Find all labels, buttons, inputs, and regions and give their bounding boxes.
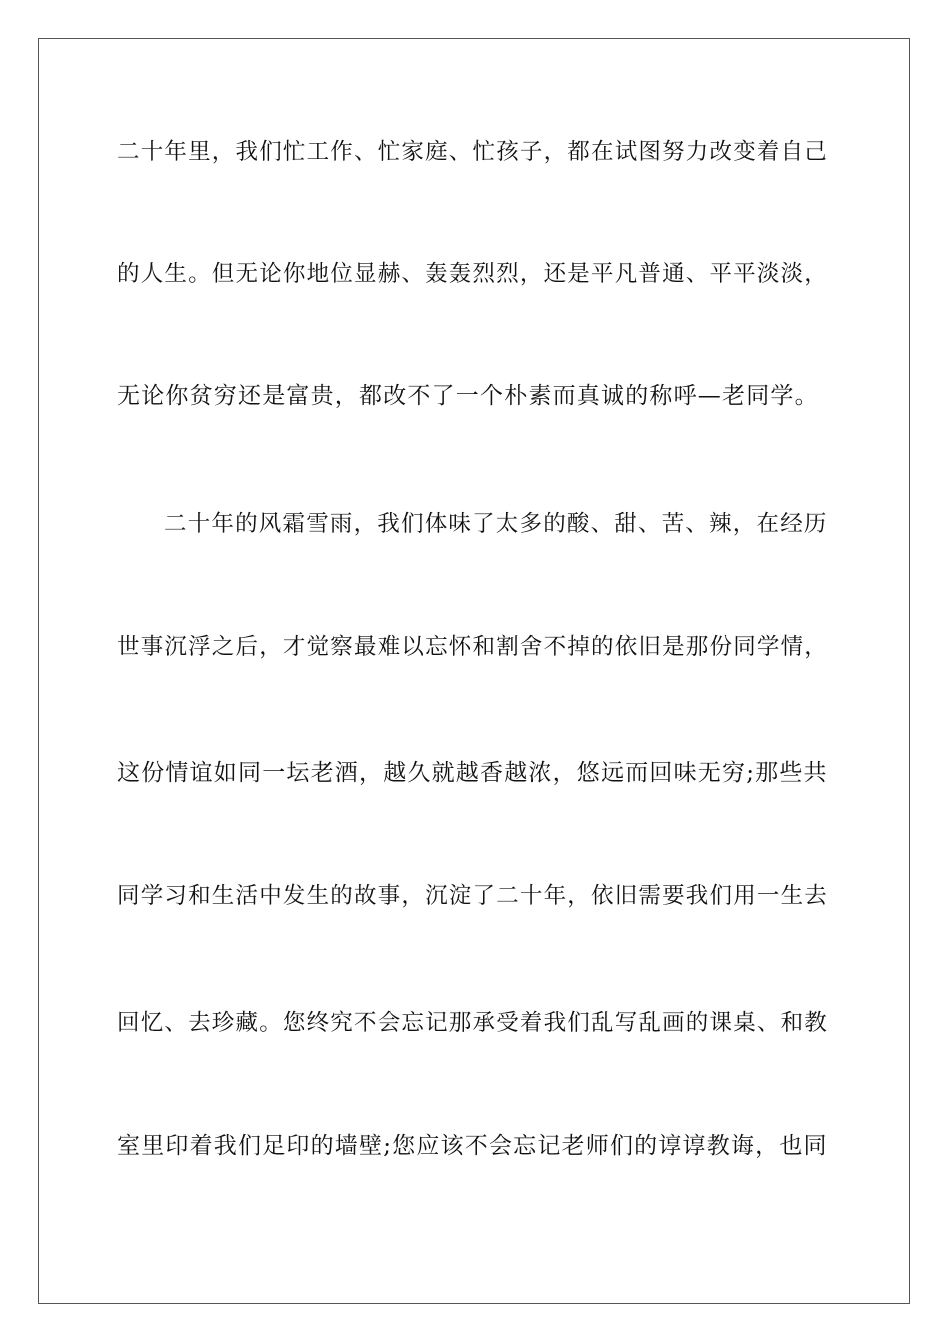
text-line: 的人生。但无论你地位显赫、轰轰烈烈，还是平凡普通、平平淡淡，	[117, 261, 829, 287]
text-line: 回忆、去珍藏。您终究不会忘记那承受着我们乱写乱画的课桌、和教	[117, 1010, 829, 1036]
text-line: 世事沉浮之后，才觉察最难以忘怀和割舍不掉的依旧是那份同学情，	[117, 634, 829, 660]
text-line: 这份情谊如同一坛老酒，越久就越香越浓，悠远而回味无穷;那些共	[117, 760, 828, 786]
text-line: 同学习和生活中发生的故事，沉淀了二十年，依旧需要我们用一生去	[117, 883, 829, 909]
page-border	[38, 38, 910, 1304]
text-line: 二十年里，我们忙工作、忙家庭、忙孩子，都在试图努力改变着自己	[117, 139, 829, 165]
paragraph-first-line: 二十年的风霜雪雨，我们体味了太多的酸、甜、苦、辣，在经历	[164, 511, 828, 537]
text-line: 室里印着我们足印的墙壁;您应该不会忘记老师们的谆谆教诲，也同	[117, 1133, 828, 1159]
text-line: 无论你贫穷还是富贵，都改不了一个朴素而真诚的称呼—老同学。	[117, 383, 819, 409]
